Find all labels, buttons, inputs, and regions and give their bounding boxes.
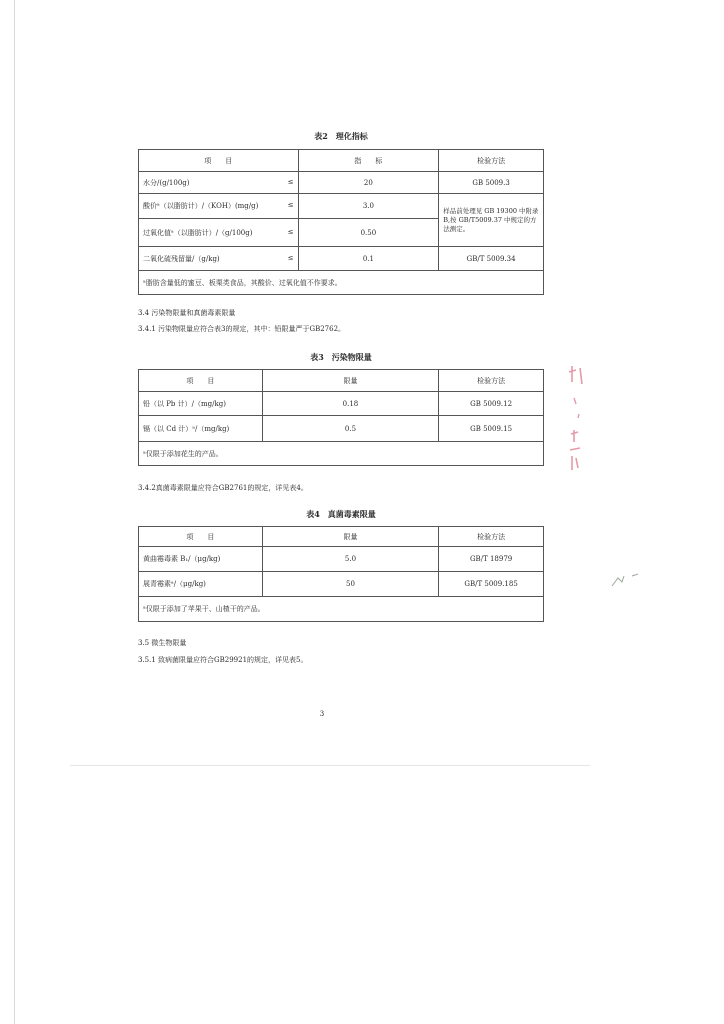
table4-header-item: 项 目: [139, 527, 263, 547]
table-cell-item: 黄曲霉毒素 B₁/（μg/kg): [139, 547, 263, 572]
table-cell-value: 0.5: [262, 416, 438, 442]
table-cell-item: 酸价ᵃ（以脂肪计）/（KOH）(mg/g) ≤: [139, 194, 299, 219]
table-row: [139, 572, 544, 597]
table3-header-item: 项 目: [139, 370, 263, 392]
section-3-4-1-text: 3.4.1 污染物限量应符合表3的规定，其中：铅限量严于GB2762。: [138, 325, 346, 333]
table2-note: ᵃ脂肪含量低的蜜豆、板栗类食品，其酸价、过氧化值不作要求。: [139, 271, 544, 295]
table-cell-value: 0.18: [262, 392, 438, 416]
table-cell-method: GB/T 5009.185: [439, 572, 544, 597]
table4-header-row: [139, 527, 544, 547]
table3-caption: 表3 污染物限量: [310, 352, 372, 362]
table-cell-value: 3.0: [298, 194, 439, 219]
table-cell-item: 水分/(g/100g) ≤: [139, 172, 299, 194]
table-cell-value: 0.1: [298, 247, 439, 271]
table4-header-limit: 限量: [262, 527, 438, 547]
section-3-4-2-text: 3.4.2真菌毒素限量应符合GB2761的规定，详见表4。: [138, 484, 308, 492]
section-3-5-heading: 3.5 微生物限量: [138, 639, 187, 647]
page-number: 3: [319, 710, 325, 718]
scan-edge: [14, 0, 15, 1024]
table3-header-limit: 限量: [262, 370, 438, 392]
stamp-stroke: [570, 430, 580, 470]
table-cell-value: 50: [262, 572, 438, 597]
table2-header-item: 项 目: [139, 150, 299, 172]
table2-header-method: 检验方法: [439, 150, 544, 172]
table-cell-item: 展青霉素ᵃ/（μg/kg): [139, 572, 263, 597]
table-row: [139, 416, 544, 442]
table4-caption: 表4 真菌毒素限量: [306, 509, 376, 519]
table2-header-indicator: 指 标: [298, 150, 439, 172]
table-cell-method-merged: 样品前处理见 GB 19300 中附录 B,按 GB/T5009.37 中规定的方法测定。: [439, 194, 544, 247]
stamp-mark: [566, 362, 588, 474]
table-row: [139, 247, 544, 271]
table-cell-value: 0.50: [298, 219, 439, 247]
margin-mark: [610, 572, 640, 588]
margin-stroke: [612, 574, 638, 586]
table3-header-row: [139, 370, 544, 392]
table3-header-method: 检验方法: [439, 370, 544, 392]
table4-note: ᵃ仅限于添加了苹果干、山楂干的产品。: [139, 597, 544, 622]
table2: [138, 149, 544, 295]
table3: [138, 369, 544, 466]
table2-caption: 表2 理化指标: [314, 131, 368, 141]
table-note-row: [139, 271, 544, 295]
table-row: [139, 194, 544, 219]
table-cell-item: 镉（以 Cd 计）ᵃ/（mg/kg): [139, 416, 263, 442]
table-cell-item: 过氧化值ᵃ（以脂肪计）/（g/100g) ≤: [139, 219, 299, 247]
section-3-5-1-text: 3.5.1 致病菌限量应符合GB29921的规定，详见表5。: [138, 656, 308, 664]
table-cell-method: GB 5009.3: [439, 172, 544, 194]
table4-header-method: 检验方法: [439, 527, 544, 547]
table-note-row: [139, 442, 544, 466]
table-row: [139, 392, 544, 416]
stamp-stroke: [574, 398, 579, 418]
table-cell-value: 5.0: [262, 547, 438, 572]
scan-edge: [70, 765, 590, 766]
section-3-4-heading: 3.4 污染物限量和真菌毒素限量: [138, 309, 236, 317]
table4: [138, 526, 544, 622]
stamp-stroke: [569, 366, 582, 384]
table-cell-method: GB 5009.12: [439, 392, 544, 416]
table-cell-method: GB/T 18979: [439, 547, 544, 572]
table-cell-method: GB 5009.15: [439, 416, 544, 442]
table-cell-method: GB/T 5009.34: [439, 247, 544, 271]
table-note-row: [139, 597, 544, 622]
table2-header-row: [139, 150, 544, 172]
table3-note: ᵃ仅限于添加花生的产品。: [139, 442, 544, 466]
table-cell-value: 20: [298, 172, 439, 194]
table-cell-item: 铅（以 Pb 计）/（mg/kg): [139, 392, 263, 416]
table-row: [139, 172, 544, 194]
table-cell-item: 二氧化硫残留量/（g/kg) ≤: [139, 247, 299, 271]
table-row: [139, 547, 544, 572]
